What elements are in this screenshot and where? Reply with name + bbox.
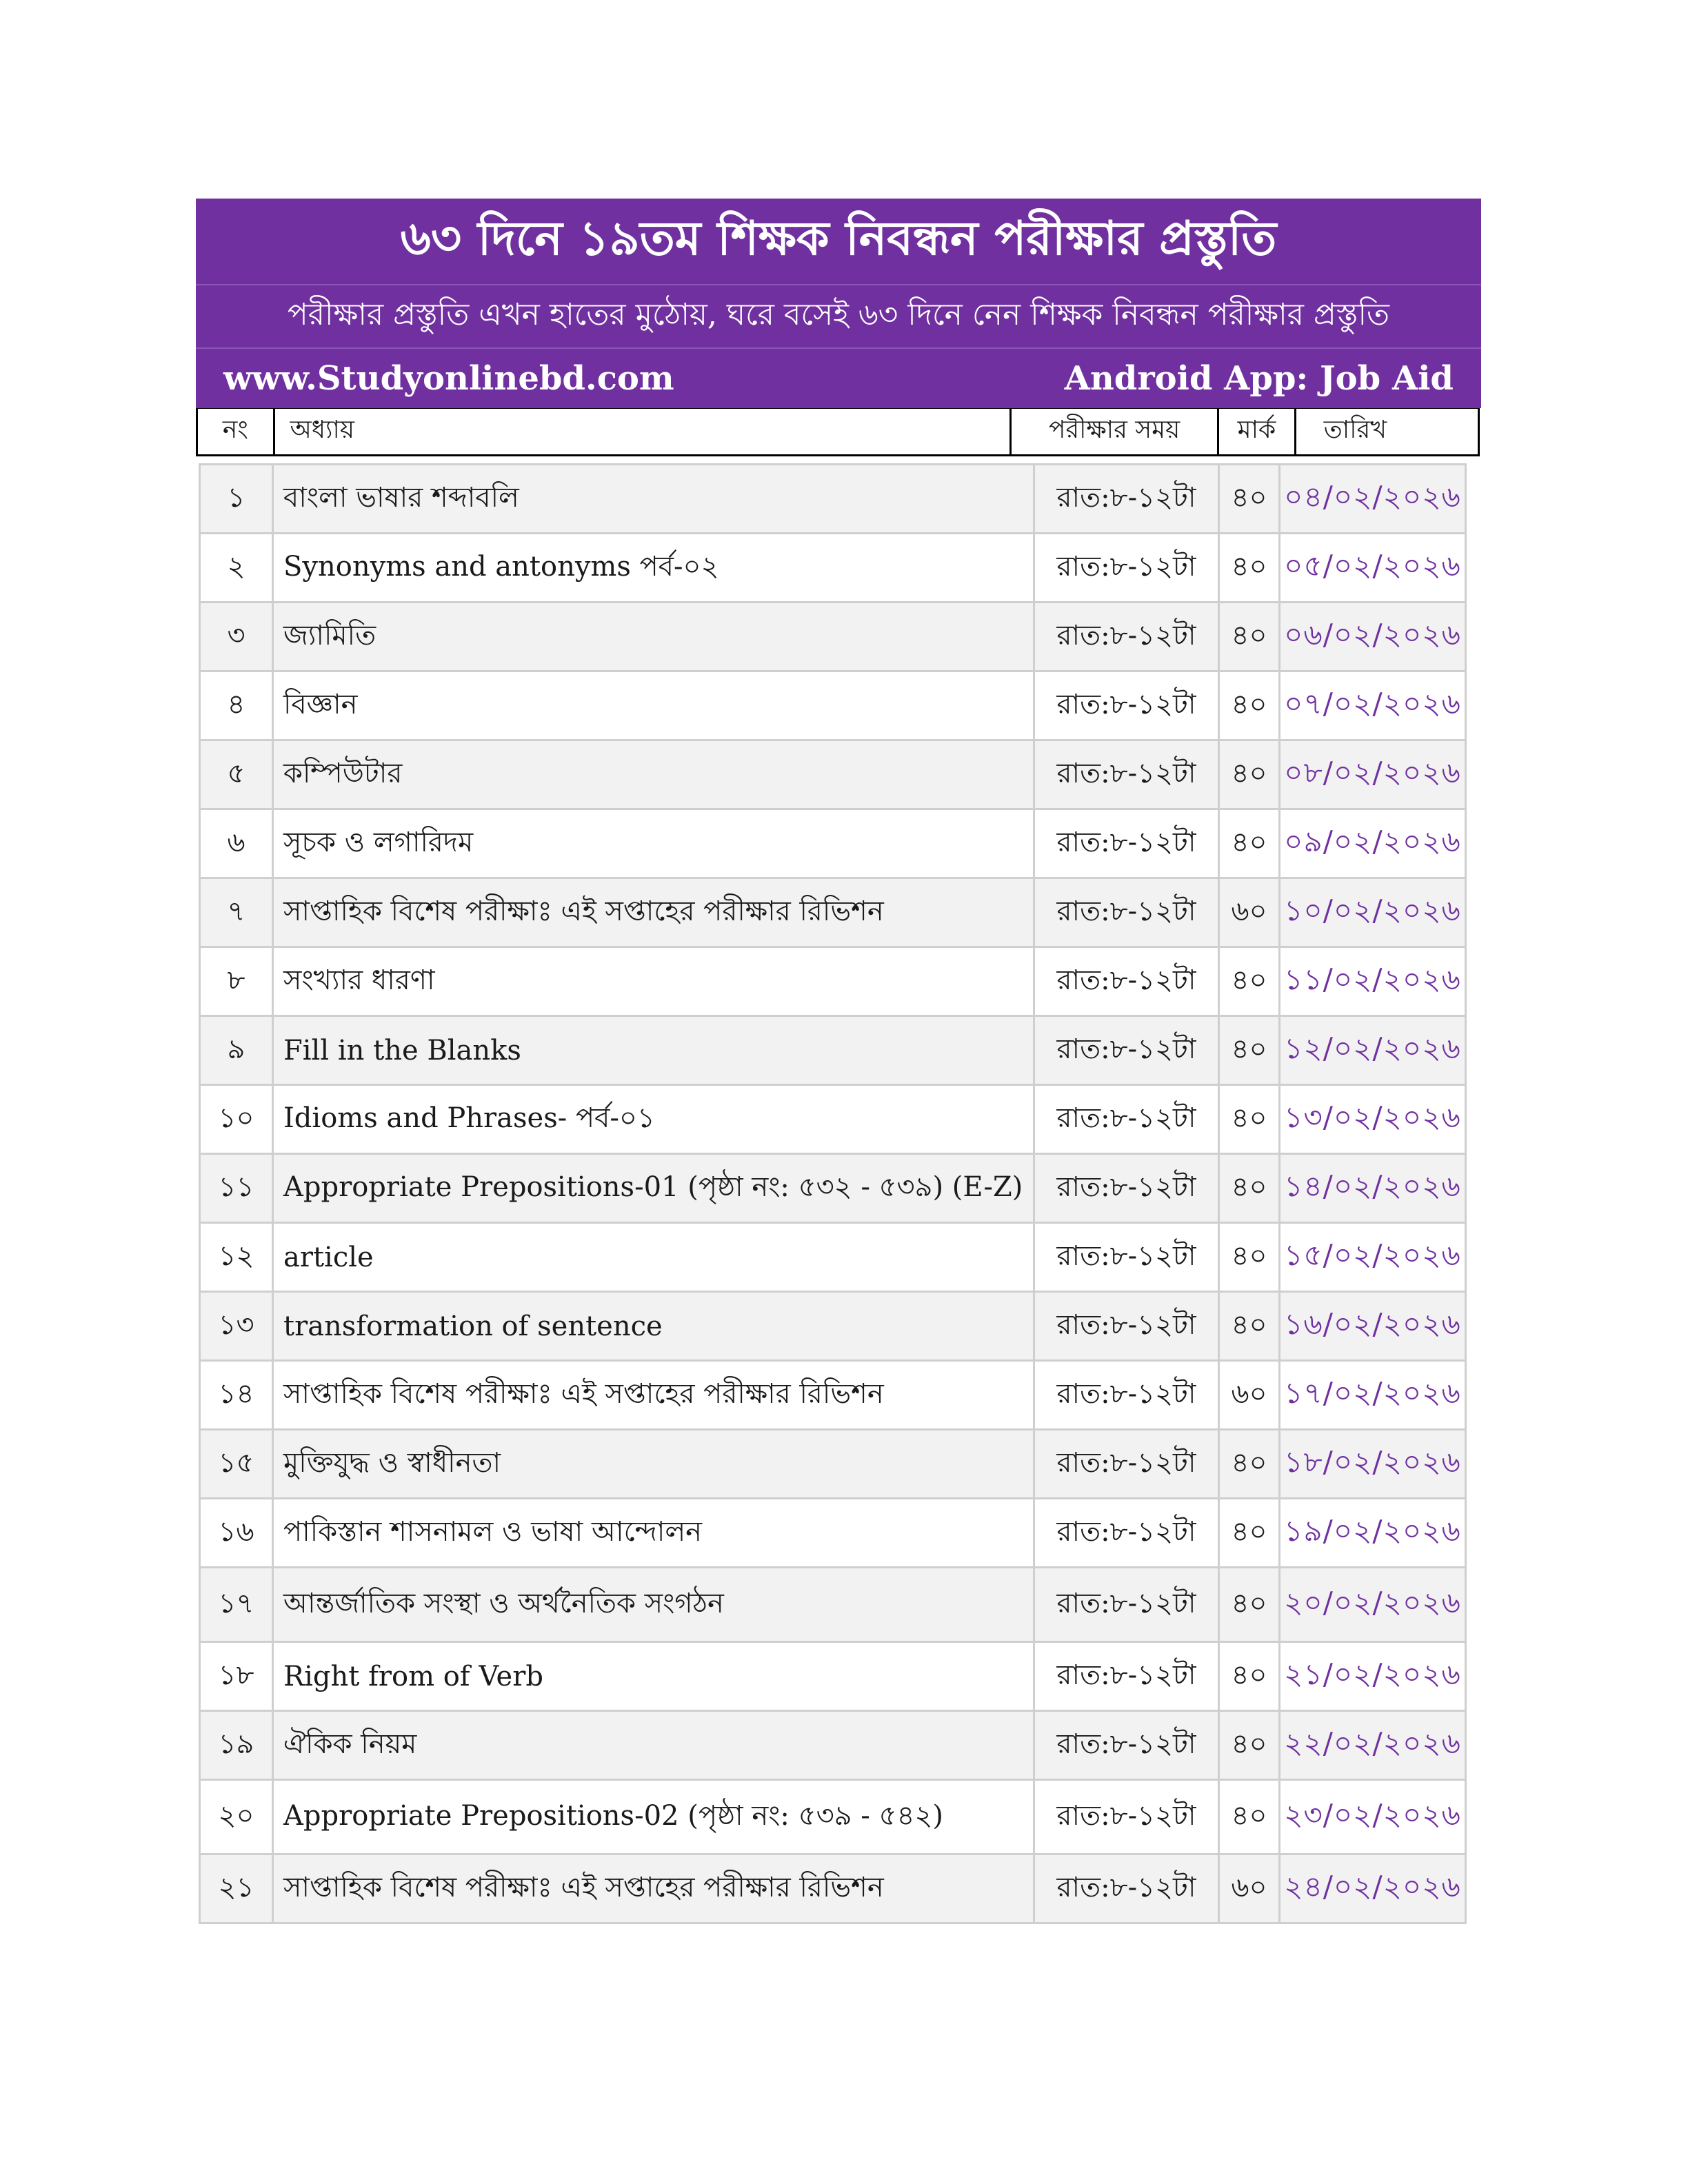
page-subtitle: পরীক্ষার প্রস্তুতি এখন হাতের মুঠোয়, ঘরে বসেই ৬৩ দিনে নেন শিক্ষক নিবন্ধন পরীক্ষার প্রস্তুতি [196, 285, 1481, 349]
row-time: রাত:৮-১২টা [1035, 741, 1220, 808]
row-marks: ৪০ [1220, 465, 1280, 532]
row-chapter: পাকিস্তান শাসনামল ও ভাষা আন্দোলন [274, 1499, 1035, 1566]
row-number: ১২ [201, 1224, 274, 1291]
app-label: Android App: Job Aid [1064, 359, 1454, 398]
row-marks: ৬০ [1220, 1855, 1280, 1922]
row-chapter: সূচক ও লগারিদম [274, 810, 1035, 877]
row-time: রাত:৮-১২টা [1035, 1430, 1220, 1497]
row-time: রাত:৮-১২টা [1035, 1293, 1220, 1359]
table-row [201, 1568, 1467, 1643]
schedule-document [196, 199, 1481, 1924]
banner-links [196, 349, 1481, 408]
row-chapter: সাপ্তাহিক বিশেষ পরীক্ষাঃ এই সপ্তাহের পরীক্ষার রিভিশন [274, 1855, 1035, 1922]
row-date: ১৭/০২/২০২৬ [1280, 1362, 1467, 1428]
row-marks: ৪০ [1220, 534, 1280, 601]
row-time: রাত:৮-১২টা [1035, 672, 1220, 739]
row-number: ১৫ [201, 1430, 274, 1497]
row-number: ১ [201, 465, 274, 532]
row-number: ২ [201, 534, 274, 601]
row-date: ১০/০২/২০২৬ [1280, 879, 1467, 946]
row-number: ৭ [201, 879, 274, 946]
row-date: ২১/০২/২০২৬ [1280, 1643, 1467, 1710]
row-marks: ৪০ [1220, 1086, 1280, 1153]
table-row [201, 810, 1467, 879]
row-chapter: Right from of Verb [274, 1643, 1035, 1710]
row-chapter: Synonyms and antonyms পর্ব-০২ [274, 534, 1035, 601]
row-time: রাত:৮-১২টা [1035, 1499, 1220, 1566]
row-marks: ৪০ [1220, 603, 1280, 670]
row-chapter: সংখ্যার ধারণা [274, 948, 1035, 1015]
table-row [201, 1155, 1467, 1224]
row-number: ১১ [201, 1155, 274, 1222]
row-time: রাত:৮-১২টা [1035, 1362, 1220, 1428]
row-number: ১৮ [201, 1643, 274, 1710]
row-date: ১৩/০২/২০২৬ [1280, 1086, 1467, 1153]
table-body [199, 463, 1467, 1924]
row-time: রাত:৮-১২টা [1035, 534, 1220, 601]
row-number: ৮ [201, 948, 274, 1015]
row-number: ৪ [201, 672, 274, 739]
table-row [201, 534, 1467, 603]
row-time: রাত:৮-১২টা [1035, 1781, 1220, 1853]
row-date: ০৭/০২/২০২৬ [1280, 672, 1467, 739]
row-time: রাত:৮-১২টা [1035, 465, 1220, 532]
row-date: ২২/০২/২০২৬ [1280, 1712, 1467, 1779]
header-date: তারিখ [1323, 416, 1387, 444]
table-row [201, 1430, 1467, 1499]
table-row [201, 1855, 1467, 1924]
row-date: ২৩/০২/২০২৬ [1280, 1781, 1467, 1853]
row-marks: ৪০ [1220, 810, 1280, 877]
header-chapter: অধ্যায় [275, 409, 1012, 454]
table-row [201, 1017, 1467, 1086]
row-marks: ৪০ [1220, 1643, 1280, 1710]
row-chapter: কম্পিউটার [274, 741, 1035, 808]
row-date: ১৬/০২/২০২৬ [1280, 1293, 1467, 1359]
header-banner [196, 199, 1481, 408]
row-time: রাত:৮-১২টা [1035, 1855, 1220, 1922]
row-date: ১২/০২/২০২৬ [1280, 1017, 1467, 1084]
row-date: ১৯/০২/২০২৬ [1280, 1499, 1467, 1566]
row-time: রাত:৮-১২টা [1035, 1643, 1220, 1710]
row-number: ৫ [201, 741, 274, 808]
row-chapter: Appropriate Prepositions-02 (পৃষ্ঠা নং: ৫৩৯ - ৫৪২) [274, 1781, 1035, 1853]
table-row [201, 1643, 1467, 1712]
row-chapter: বিজ্ঞান [274, 672, 1035, 739]
table-row [201, 1781, 1467, 1855]
row-date: ০৮/০২/২০২৬ [1280, 741, 1467, 808]
row-chapter: ঐকিক নিয়ম [274, 1712, 1035, 1779]
header-time: পরীক্ষার সময় [1012, 409, 1219, 454]
row-marks: ৪০ [1220, 1155, 1280, 1222]
row-time: রাত:৮-১২টা [1035, 1568, 1220, 1641]
row-date: ০৯/০২/২০২৬ [1280, 810, 1467, 877]
row-time: রাত:৮-১২টা [1035, 1224, 1220, 1291]
table-row [201, 603, 1467, 672]
table-row [201, 672, 1467, 741]
row-marks: ৪০ [1220, 1293, 1280, 1359]
row-number: ২০ [201, 1781, 274, 1853]
row-chapter: Fill in the Blanks [274, 1017, 1035, 1084]
table-row [201, 948, 1467, 1017]
header-no: নং [198, 409, 275, 454]
row-date: ১৮/০২/২০২৬ [1280, 1430, 1467, 1497]
table-row [201, 1086, 1467, 1155]
row-date: ১৪/০২/২০২৬ [1280, 1155, 1467, 1222]
row-chapter: Appropriate Prepositions-01 (পৃষ্ঠা নং: ৫৩২ - ৫৩৯) (E-Z) [274, 1155, 1035, 1222]
row-number: ১৩ [201, 1293, 274, 1359]
row-marks: ৪০ [1220, 1712, 1280, 1779]
row-time: রাত:৮-১২টা [1035, 948, 1220, 1015]
row-marks: ৪০ [1220, 1499, 1280, 1566]
row-chapter: transformation of sentence [274, 1293, 1035, 1359]
table-row [201, 1362, 1467, 1430]
row-date: ১৫/০২/২০২৬ [1280, 1224, 1467, 1291]
row-marks: ৪০ [1220, 1224, 1280, 1291]
row-time: রাত:৮-১২টা [1035, 1017, 1220, 1084]
row-number: ১৪ [201, 1362, 274, 1428]
row-chapter: আন্তর্জাতিক সংস্থা ও অর্থনৈতিক সংগঠন [274, 1568, 1035, 1641]
row-marks: ৪০ [1220, 1430, 1280, 1497]
row-marks: ৬০ [1220, 879, 1280, 946]
row-chapter: Idioms and Phrases- পর্ব-০১ [274, 1086, 1035, 1153]
row-date: ০৪/০২/২০২৬ [1280, 465, 1467, 532]
website-link[interactable]: www.Studyonlinebd.com [223, 359, 674, 398]
row-chapter: সাপ্তাহিক বিশেষ পরীক্ষাঃ এই সপ্তাহের পরীক্ষার রিভিশন [274, 1362, 1035, 1428]
row-marks: ৪০ [1220, 1017, 1280, 1084]
row-number: ১৯ [201, 1712, 274, 1779]
header-marks: মার্ক [1219, 409, 1296, 454]
row-number: ২১ [201, 1855, 274, 1922]
row-chapter: সাপ্তাহিক বিশেষ পরীক্ষাঃ এই সপ্তাহের পরীক্ষার রিভিশন [274, 879, 1035, 946]
table-row [201, 879, 1467, 948]
row-date: ২৪/০২/২০২৬ [1280, 1855, 1467, 1922]
row-marks: ৪০ [1220, 1568, 1280, 1641]
row-number: ১৬ [201, 1499, 274, 1566]
row-chapter: জ্যামিতি [274, 603, 1035, 670]
row-number: ১৭ [201, 1568, 274, 1641]
row-marks: ৬০ [1220, 1362, 1280, 1428]
row-number: ৯ [201, 1017, 274, 1084]
row-marks: ৪০ [1220, 1781, 1280, 1853]
row-date: ২০/০২/২০২৬ [1280, 1568, 1467, 1641]
table-row [201, 1224, 1467, 1293]
row-time: রাত:৮-১২টা [1035, 1712, 1220, 1779]
table-header [196, 408, 1480, 456]
row-chapter: মুক্তিযুদ্ধ ও স্বাধীনতা [274, 1430, 1035, 1497]
row-date: ০৫/০২/২০২৬ [1280, 534, 1467, 601]
row-time: রাত:৮-১২টা [1035, 603, 1220, 670]
row-number: ৩ [201, 603, 274, 670]
page-title: ৬৩ দিনে ১৯তম শিক্ষক নিবন্ধন পরীক্ষার প্রস্তুতি [196, 199, 1481, 285]
row-chapter: বাংলা ভাষার শব্দাবলি [274, 465, 1035, 532]
row-chapter: article [274, 1224, 1035, 1291]
row-time: রাত:৮-১২টা [1035, 810, 1220, 877]
row-number: ১০ [201, 1086, 274, 1153]
row-number: ৬ [201, 810, 274, 877]
row-date: ১১/০২/২০২৬ [1280, 948, 1467, 1015]
row-date: ০৬/০২/২০২৬ [1280, 603, 1467, 670]
row-time: রাত:৮-১২টা [1035, 1086, 1220, 1153]
table-row [201, 1499, 1467, 1568]
row-marks: ৪০ [1220, 672, 1280, 739]
row-time: রাত:৮-১২টা [1035, 1155, 1220, 1222]
row-marks: ৪০ [1220, 948, 1280, 1015]
table-row [201, 1293, 1467, 1362]
table-row [201, 465, 1467, 534]
row-time: রাত:৮-১২টা [1035, 879, 1220, 946]
row-marks: ৪০ [1220, 741, 1280, 808]
table-row [201, 1712, 1467, 1781]
table-row [201, 741, 1467, 810]
